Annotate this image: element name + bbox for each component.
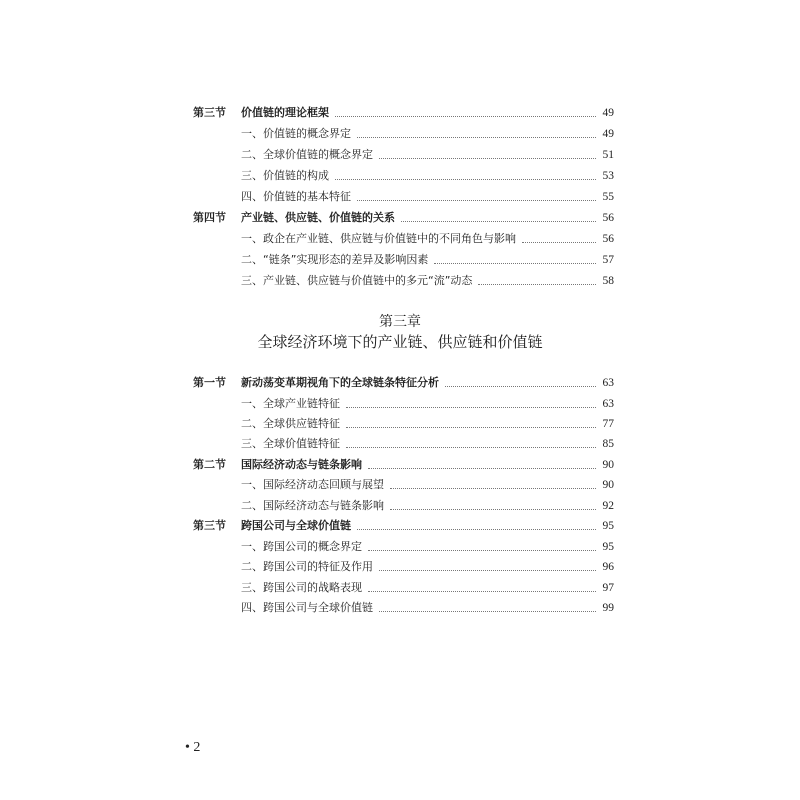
page-number: 77 <box>602 418 614 430</box>
page-number: 90 <box>602 479 614 491</box>
toc-section-line[interactable] <box>193 456 614 472</box>
dot-leader <box>434 262 596 264</box>
toc-item-line[interactable] <box>241 415 614 431</box>
section-label: 第四节 <box>193 211 226 224</box>
toc-item-line[interactable] <box>241 579 614 595</box>
toc-item-line[interactable] <box>241 146 614 162</box>
item-title: 三、产业链、供应链与价值链中的多元“流”动态 <box>241 274 473 287</box>
dot-leader <box>478 283 596 285</box>
toc-item-line[interactable] <box>241 538 614 554</box>
item-title: 二、“链条”实现形态的差异及影响因素 <box>241 253 429 266</box>
toc-section-line[interactable] <box>193 209 614 225</box>
page-number: 85 <box>602 438 614 450</box>
item-title: 三、跨国公司的战略表现 <box>241 581 362 594</box>
toc-item-line[interactable] <box>241 599 614 615</box>
page-number: 51 <box>602 149 614 161</box>
toc-item-line[interactable] <box>241 230 614 246</box>
section-title: 新动荡变革期视角下的全球链条特征分析 <box>241 376 439 389</box>
page-number: 63 <box>602 398 614 410</box>
page-number: 97 <box>602 582 614 594</box>
page-number: 56 <box>602 233 614 245</box>
item-title: 三、全球价值链特征 <box>241 437 340 450</box>
page-number: 99 <box>602 602 614 614</box>
dot-leader <box>445 385 596 387</box>
item-title: 三、价值链的构成 <box>241 169 329 182</box>
dot-leader <box>335 115 596 117</box>
section-label: 第三节 <box>193 106 226 119</box>
dot-leader <box>357 528 596 530</box>
page-number: 90 <box>602 459 614 471</box>
section-label: 第二节 <box>193 458 226 471</box>
section-title: 跨国公司与全球价值链 <box>241 519 351 532</box>
dot-leader <box>368 590 596 592</box>
dot-leader <box>335 178 596 180</box>
item-title: 四、跨国公司与全球价值链 <box>241 601 373 614</box>
item-title: 二、跨国公司的特征及作用 <box>241 560 373 573</box>
page-number: 58 <box>602 275 614 287</box>
chapter-label[interactable]: 第三章 <box>379 314 421 330</box>
item-title: 一、国际经济动态回顾与展望 <box>241 478 384 491</box>
dot-leader <box>522 241 596 243</box>
dot-leader <box>368 549 596 551</box>
page-number: 53 <box>602 170 614 182</box>
page-number: 57 <box>602 254 614 266</box>
page-number: 95 <box>602 541 614 553</box>
dot-leader <box>346 406 596 408</box>
dot-leader <box>379 157 596 159</box>
section-label: 第三节 <box>193 519 226 532</box>
dot-leader <box>357 136 596 138</box>
toc-item-line[interactable] <box>241 476 614 492</box>
item-title: 二、国际经济动态与链条影响 <box>241 499 384 512</box>
toc-section-line[interactable] <box>193 517 614 533</box>
page-number: 96 <box>602 561 614 573</box>
section-title: 产业链、供应链、价值链的关系 <box>241 211 395 224</box>
toc-item-line[interactable] <box>241 272 614 288</box>
page-number: 49 <box>602 107 614 119</box>
page-number: 92 <box>602 500 614 512</box>
page-number: 55 <box>602 191 614 203</box>
toc-item-line[interactable] <box>241 167 614 183</box>
item-title: 一、政企在产业链、供应链与价值链中的不同角色与影响 <box>241 232 516 245</box>
item-title: 二、全球供应链特征 <box>241 417 340 430</box>
toc-section-line[interactable] <box>193 104 614 120</box>
dot-leader <box>390 508 596 510</box>
item-title: 一、跨国公司的概念界定 <box>241 540 362 553</box>
item-title: 一、全球产业链特征 <box>241 397 340 410</box>
toc-item-line[interactable] <box>241 395 614 411</box>
dot-leader <box>379 569 596 571</box>
page-number: 56 <box>602 212 614 224</box>
toc-item-line[interactable] <box>241 558 614 574</box>
page-number: 49 <box>602 128 614 140</box>
dot-leader <box>368 467 596 469</box>
chapter-title[interactable]: 全球经济环境下的产业链、供应链和价值链 <box>257 333 543 351</box>
page-folio: • 2 <box>185 740 201 755</box>
toc-item-line[interactable] <box>241 497 614 513</box>
item-title: 一、价值链的概念界定 <box>241 127 351 140</box>
dot-leader <box>379 610 596 612</box>
dot-leader <box>390 487 596 489</box>
toc-item-line[interactable] <box>241 188 614 204</box>
section-title: 价值链的理论框架 <box>241 106 329 119</box>
dot-leader <box>346 446 596 448</box>
section-title: 国际经济动态与链条影响 <box>241 458 362 471</box>
section-label: 第一节 <box>193 376 226 389</box>
toc-item-line[interactable] <box>241 125 614 141</box>
page-number: 95 <box>602 520 614 532</box>
toc-item-line[interactable] <box>241 435 614 451</box>
item-title: 二、全球价值链的概念界定 <box>241 148 373 161</box>
item-title: 四、价值链的基本特征 <box>241 190 351 203</box>
dot-leader <box>401 220 596 222</box>
dot-leader <box>357 199 596 201</box>
toc-section-line[interactable] <box>193 374 614 390</box>
toc-item-line[interactable] <box>241 251 614 267</box>
dot-leader <box>346 426 596 428</box>
page-number: 63 <box>602 377 614 389</box>
